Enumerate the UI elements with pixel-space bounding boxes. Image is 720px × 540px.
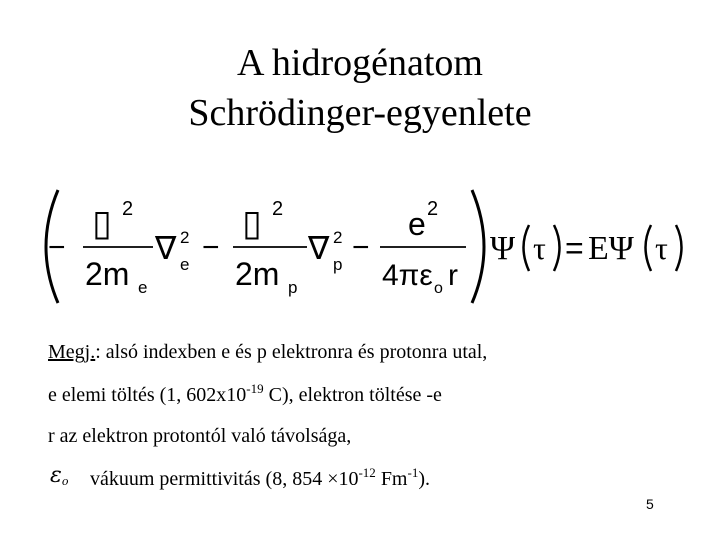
note-line-1-text: : alsó indexben e és p elektronra és protonra utal,: [95, 341, 488, 363]
note-prefix: Megj.: [48, 341, 96, 363]
note-line-2-b: C), elektron töltése -e: [263, 384, 442, 406]
minus-sign-2: −: [202, 231, 220, 264]
note-line-3-text: r az elektron protontól való távolsága,: [48, 425, 352, 447]
note-line-2: [48, 383, 442, 407]
energy-arg-left-paren: [646, 225, 652, 271]
denominator-2mp: 2m: [235, 256, 280, 292]
psi-arg-left-paren: [524, 225, 530, 271]
hbar-glyph-1: ▯: [92, 202, 112, 243]
tau-1: τ: [533, 230, 546, 266]
nabla-2: ∇: [308, 230, 330, 266]
energy-psi: EΨ: [588, 230, 634, 267]
title-line-1: A hidrogénatom: [237, 42, 483, 84]
minus-sign-1: −: [48, 231, 66, 264]
note-line-4-c: ).: [418, 468, 431, 490]
slide-title: [0, 38, 720, 138]
subscript-o: o: [434, 280, 443, 297]
equals-sign: =: [565, 230, 584, 266]
note-line-4: [90, 467, 430, 491]
note-line-4-b: Fm: [375, 468, 408, 490]
numerator-exp: 2: [427, 198, 439, 220]
note-line-2-a: e elemi töltés (1, 602x10: [48, 384, 247, 406]
hbar-exp-1: 2: [122, 198, 134, 220]
hbar-glyph-2: ▯: [242, 202, 262, 243]
note-line-4-a: vákuum permittivitás (8, 854 ×10: [90, 468, 359, 490]
title-line-2: Schrödinger-egyenlete: [188, 92, 532, 134]
denominator-4pieps: 4πε: [382, 259, 433, 292]
psi-arg-right-paren: [554, 225, 560, 271]
nabla-sub-e: e: [180, 255, 190, 274]
denominator-r: r: [448, 259, 458, 292]
psi-symbol: Ψ: [490, 230, 516, 267]
tau-2: τ: [655, 230, 668, 266]
nabla-exp-2: 2: [333, 228, 343, 247]
nabla-1: ∇: [155, 230, 177, 266]
note-line-4-exp2: -1: [407, 465, 419, 480]
schrodinger-equation: [30, 185, 700, 310]
hbar-exp-2: 2: [272, 198, 284, 220]
note-line-4-exp: -12: [358, 465, 376, 480]
numerator-e: e: [408, 206, 426, 242]
note-line-3: [48, 424, 351, 448]
epsilon-sub: o: [61, 475, 69, 488]
nabla-sub-p: p: [333, 255, 343, 274]
nabla-exp-1: 2: [180, 228, 190, 247]
epsilon-letter: ε: [50, 463, 62, 488]
right-paren: [472, 190, 484, 303]
epsilon-symbol: [50, 463, 68, 488]
page-number: 5: [646, 496, 654, 512]
note-line-2-exp: -19: [246, 381, 264, 396]
equation-svg: [30, 185, 700, 310]
minus-sign-3: −: [352, 231, 370, 264]
denominator-2me: 2m: [85, 256, 130, 292]
subscript-e-1: e: [138, 278, 148, 297]
energy-arg-right-paren: [676, 225, 682, 271]
note-line-1: [48, 340, 487, 364]
subscript-p-1: p: [288, 278, 298, 297]
